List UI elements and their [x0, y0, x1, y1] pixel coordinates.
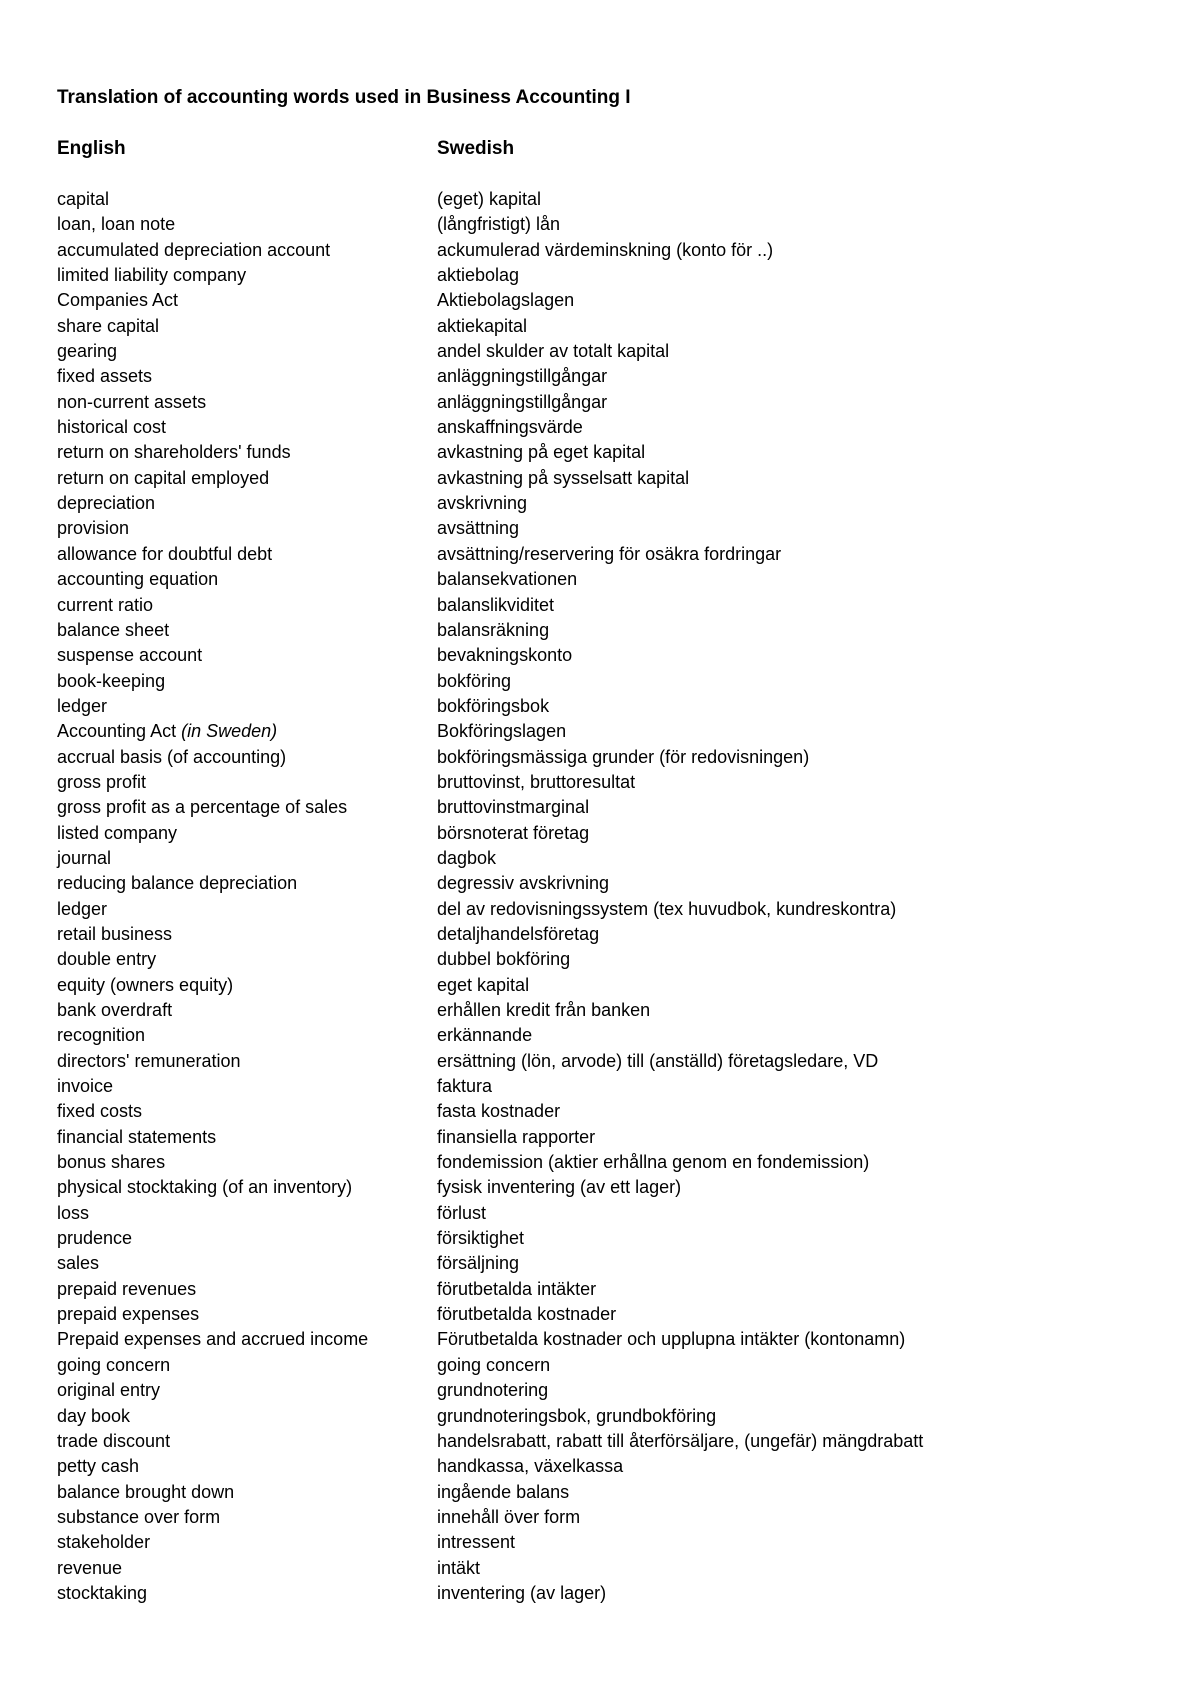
english-term — [57, 922, 172, 947]
translation-row — [0, 1251, 1200, 1276]
english-term — [57, 821, 177, 846]
english-term — [57, 846, 111, 871]
swedish-term: detaljhandelsföretag — [437, 923, 600, 944]
swedish-term: balansekvationen — [437, 569, 578, 590]
swedish-term: (eget) kapital — [437, 189, 542, 209]
english-term-text: fixed costs — [57, 1101, 143, 1122]
translation-row — [0, 669, 1200, 694]
english-term-text: book-keeping — [57, 670, 166, 691]
swedish-term: intäkt — [437, 1557, 481, 1578]
translation-row — [0, 1201, 1200, 1226]
english-term — [57, 542, 272, 567]
english-term-text: stakeholder — [57, 1532, 151, 1553]
english-term-text: Prepaid expenses and accrued income — [57, 1329, 369, 1350]
english-term-text: revenue — [57, 1557, 123, 1578]
english-term-text: petty cash — [57, 1456, 140, 1477]
swedish-term: Aktiebolagslagen — [437, 290, 575, 311]
translation-row — [0, 973, 1200, 998]
english-term — [57, 643, 202, 668]
translation-row — [0, 745, 1200, 770]
translation-row — [0, 593, 1200, 618]
swedish-term: innehåll över form — [437, 1506, 581, 1527]
english-term — [57, 516, 129, 541]
english-term — [57, 1150, 165, 1175]
english-term — [57, 1175, 352, 1200]
english-term — [57, 1505, 220, 1530]
english-term-text: reducing balance depreciation — [57, 873, 298, 894]
translation-row — [0, 1302, 1200, 1327]
english-term — [57, 1353, 170, 1378]
english-term-text: equity (owners equity) — [57, 974, 234, 995]
english-term — [57, 947, 156, 972]
english-term — [57, 973, 233, 998]
translation-row — [0, 643, 1200, 668]
swedish-term: intressent — [437, 1532, 516, 1553]
english-term — [57, 1581, 147, 1606]
english-term — [57, 1277, 196, 1302]
english-term-text: prudence — [57, 1228, 133, 1249]
english-term-text: return on capital employed — [57, 467, 270, 488]
translation-row — [0, 1099, 1200, 1124]
document-title: Translation of accounting words used in Business Accounting I — [57, 87, 631, 108]
english-term — [57, 897, 107, 922]
english-term — [57, 871, 297, 896]
english-term-text: depreciation — [57, 493, 156, 514]
english-term-text: current ratio — [57, 594, 154, 615]
swedish-term: fasta kostnader — [437, 1101, 561, 1122]
swedish-term: avskrivning — [437, 493, 528, 514]
english-term-text: accounting equation — [57, 569, 219, 590]
english-term — [57, 567, 218, 592]
swedish-term: faktura — [437, 1076, 493, 1097]
column-header-swedish: Swedish — [437, 138, 515, 159]
english-term-text: accrual basis (of accounting) — [57, 746, 287, 767]
english-term-text: balance sheet — [57, 619, 170, 640]
swedish-term: inventering (av lager) — [437, 1582, 607, 1603]
english-term — [57, 1049, 241, 1074]
translation-row — [0, 390, 1200, 415]
swedish-term: bruttovinst, bruttoresultat — [437, 771, 636, 792]
english-term-text: sales — [57, 1253, 100, 1274]
english-term-text: financial statements — [57, 1126, 217, 1147]
translation-row — [0, 1378, 1200, 1403]
english-term — [57, 1454, 139, 1479]
english-term-text: bank overdraft — [57, 1000, 173, 1020]
translation-row — [0, 1530, 1200, 1555]
translation-row — [0, 1277, 1200, 1302]
translation-row — [0, 1480, 1200, 1505]
english-term — [57, 466, 269, 491]
translation-row — [0, 263, 1200, 288]
english-term — [57, 1378, 160, 1403]
english-term — [57, 1404, 130, 1429]
english-term — [57, 593, 153, 618]
english-term — [57, 238, 330, 263]
translation-row — [0, 1175, 1200, 1200]
swedish-term: försäljning — [437, 1253, 520, 1274]
english-term-text: historical cost — [57, 417, 167, 438]
english-term-text: going concern — [57, 1354, 171, 1375]
english-term — [57, 745, 286, 770]
translation-row — [0, 897, 1200, 922]
english-term — [57, 1074, 113, 1099]
translation-row — [0, 314, 1200, 339]
translation-row — [0, 212, 1200, 237]
swedish-term: (långfristigt) lån — [437, 214, 561, 235]
translation-row — [0, 1049, 1200, 1074]
english-term — [57, 1226, 132, 1251]
english-term-text: fixed assets — [57, 366, 153, 387]
swedish-term: avkastning på eget kapital — [437, 442, 646, 463]
english-term-text: ledger — [57, 898, 108, 919]
translation-row — [0, 1150, 1200, 1175]
english-term-text: retail business — [57, 923, 173, 944]
translation-row — [0, 1556, 1200, 1581]
english-term — [57, 669, 165, 694]
translation-row — [0, 947, 1200, 972]
english-term — [57, 1023, 145, 1048]
swedish-term: bruttovinstmarginal — [437, 797, 590, 818]
english-term — [57, 1302, 199, 1327]
swedish-term: förutbetalda intäkter — [437, 1278, 597, 1299]
english-term-note: (in Sweden) — [181, 721, 278, 742]
swedish-term: erkännande — [437, 1025, 533, 1046]
swedish-term: ackumulerad värdeminskning (konto för ..) — [437, 239, 774, 260]
translation-row — [0, 1226, 1200, 1251]
swedish-term: degressiv avskrivning — [437, 873, 610, 894]
english-term-text: journal — [57, 847, 112, 868]
swedish-term: aktiebolag — [437, 265, 520, 286]
swedish-term: förutbetalda kostnader — [437, 1304, 617, 1325]
swedish-term: bokföring — [437, 670, 512, 691]
swedish-term: del av redovisningssystem (tex huvudbok, kundreskontra) — [437, 898, 897, 919]
english-term-text: bonus shares — [57, 1152, 166, 1173]
english-term-text: substance over form — [57, 1506, 221, 1527]
swedish-term: eget kapital — [437, 974, 530, 995]
swedish-term: försiktighet — [437, 1228, 525, 1249]
translation-row — [0, 1505, 1200, 1530]
translation-row — [0, 415, 1200, 440]
translation-row — [0, 288, 1200, 313]
swedish-term: avkastning på sysselsatt kapital — [437, 467, 690, 488]
translation-row — [0, 187, 1200, 212]
english-term-text: physical stocktaking (of an inventory) — [57, 1177, 353, 1198]
swedish-term: grundnoteringsbok, grundbokföring — [437, 1405, 717, 1426]
translation-row — [0, 339, 1200, 364]
swedish-term: balansräkning — [437, 619, 550, 640]
translation-row — [0, 1454, 1200, 1479]
english-term — [57, 1327, 368, 1352]
english-term — [57, 1480, 234, 1505]
translation-row — [0, 440, 1200, 465]
english-term — [57, 795, 347, 820]
translation-row — [0, 1581, 1200, 1606]
english-term-text: limited liability company — [57, 265, 247, 286]
translation-row — [0, 1429, 1200, 1454]
translation-row — [0, 922, 1200, 947]
english-term — [57, 187, 109, 212]
english-term-text: loss — [57, 1202, 90, 1223]
english-term-text: provision — [57, 518, 130, 539]
english-term-text: stocktaking — [57, 1582, 148, 1603]
english-term — [57, 263, 246, 288]
swedish-term: aktiekapital — [437, 315, 528, 336]
column-header-english: English — [57, 138, 126, 159]
swedish-term: anläggningstillgångar — [437, 391, 608, 412]
swedish-term: börsnoterat företag — [437, 822, 590, 843]
swedish-term: going concern — [437, 1354, 551, 1375]
swedish-term: grundnotering — [437, 1380, 549, 1401]
english-term-text: trade discount — [57, 1430, 171, 1451]
english-term — [57, 212, 175, 237]
english-term-text: balance brought down — [57, 1481, 235, 1502]
english-term-text: non-current assets — [57, 391, 207, 412]
english-term — [57, 314, 159, 339]
english-term-text: Companies Act — [57, 290, 179, 311]
english-term-text: listed company — [57, 822, 178, 843]
english-term — [57, 288, 178, 313]
swedish-term: anläggningstillgångar — [437, 366, 608, 387]
swedish-term: handelsrabatt, rabatt till återförsäljare, (ungefär) mängdrabatt — [437, 1430, 924, 1451]
swedish-term: finansiella rapporter — [437, 1126, 596, 1147]
english-term-text: recognition — [57, 1025, 146, 1046]
translation-row — [0, 1353, 1200, 1378]
english-term-text: double entry — [57, 949, 157, 970]
translation-row — [0, 1074, 1200, 1099]
translation-row — [0, 719, 1200, 744]
english-term-text: ledger — [57, 695, 108, 716]
translation-row — [0, 542, 1200, 567]
english-term-text: prepaid revenues — [57, 1278, 197, 1299]
english-term — [57, 339, 117, 364]
swedish-term: bokföringsmässiga grunder (för redovisningen) — [437, 746, 810, 767]
english-term-text: suspense account — [57, 645, 203, 666]
english-term — [57, 1201, 89, 1226]
english-term-text: invoice — [57, 1076, 114, 1097]
translation-row — [0, 1023, 1200, 1048]
english-term — [57, 719, 277, 744]
swedish-term: fysisk inventering (av ett lager) — [437, 1177, 682, 1198]
english-term — [57, 1556, 122, 1581]
english-term — [57, 1530, 150, 1555]
translation-row — [0, 516, 1200, 541]
english-term — [57, 491, 155, 516]
swedish-term: bevakningskonto — [437, 645, 573, 666]
swedish-term: dubbel bokföring — [437, 949, 571, 970]
english-term-text: gross profit — [57, 771, 147, 792]
translation-row — [0, 567, 1200, 592]
translation-row — [0, 846, 1200, 871]
translation-row — [0, 1327, 1200, 1352]
swedish-term: erhållen kredit från banken — [437, 1000, 651, 1020]
translation-row — [0, 795, 1200, 820]
swedish-term: anskaffningsvärde — [437, 417, 583, 438]
english-term — [57, 770, 146, 795]
english-term — [57, 618, 169, 643]
translation-row — [0, 998, 1200, 1023]
english-term-text: return on shareholders' funds — [57, 442, 291, 463]
translation-row — [0, 1125, 1200, 1150]
english-term-text: gearing — [57, 341, 118, 362]
english-term-text: loan, loan note — [57, 214, 176, 235]
swedish-term: ersättning (lön, arvode) till (anställd) företagsledare, VD — [437, 1050, 879, 1071]
swedish-term: handkassa, växelkassa — [437, 1456, 624, 1477]
english-term — [57, 364, 152, 389]
translation-row — [0, 1404, 1200, 1429]
english-term — [57, 1429, 170, 1454]
swedish-term: andel skulder av totalt kapital — [437, 341, 670, 362]
english-term — [57, 1125, 216, 1150]
english-term-text: day book — [57, 1405, 131, 1426]
english-term — [57, 415, 166, 440]
swedish-term: ingående balans — [437, 1481, 570, 1502]
translation-row — [0, 821, 1200, 846]
swedish-term: balanslikviditet — [437, 594, 555, 615]
swedish-term: förlust — [437, 1202, 487, 1223]
swedish-term: Bokföringslagen — [437, 721, 567, 742]
english-term-text: gross profit as a percentage of sales — [57, 797, 348, 818]
swedish-term: avsättning — [437, 518, 520, 539]
swedish-term: fondemission (aktier erhållna genom en fondemission) — [437, 1152, 870, 1173]
swedish-term: bokföringsbok — [437, 695, 550, 716]
english-term-text: prepaid expenses — [57, 1304, 200, 1325]
swedish-term: Förutbetalda kostnader och upplupna intäkter (kontonamn) — [437, 1329, 906, 1350]
english-term — [57, 390, 206, 415]
english-term-text: directors' remuneration — [57, 1050, 241, 1071]
english-term — [57, 440, 291, 465]
english-term-text: capital — [57, 189, 110, 209]
translation-row — [0, 871, 1200, 896]
english-term-text: Accounting Act — [57, 721, 177, 742]
english-term — [57, 694, 107, 719]
english-term-text: share capital — [57, 315, 160, 336]
translation-row — [0, 770, 1200, 795]
english-term-text: accumulated depreciation account — [57, 239, 331, 260]
translation-row — [0, 364, 1200, 389]
swedish-term: dagbok — [437, 847, 497, 868]
swedish-term: avsättning/reservering för osäkra fordringar — [437, 543, 782, 564]
english-term-text: original entry — [57, 1380, 161, 1401]
english-term — [57, 998, 172, 1023]
english-term — [57, 1251, 99, 1276]
translation-list — [0, 187, 1200, 1606]
translation-row — [0, 466, 1200, 491]
english-term-text: allowance for doubtful debt — [57, 543, 273, 564]
english-term — [57, 1099, 142, 1124]
translation-row — [0, 618, 1200, 643]
translation-row — [0, 694, 1200, 719]
translation-row — [0, 491, 1200, 516]
translation-row — [0, 238, 1200, 263]
